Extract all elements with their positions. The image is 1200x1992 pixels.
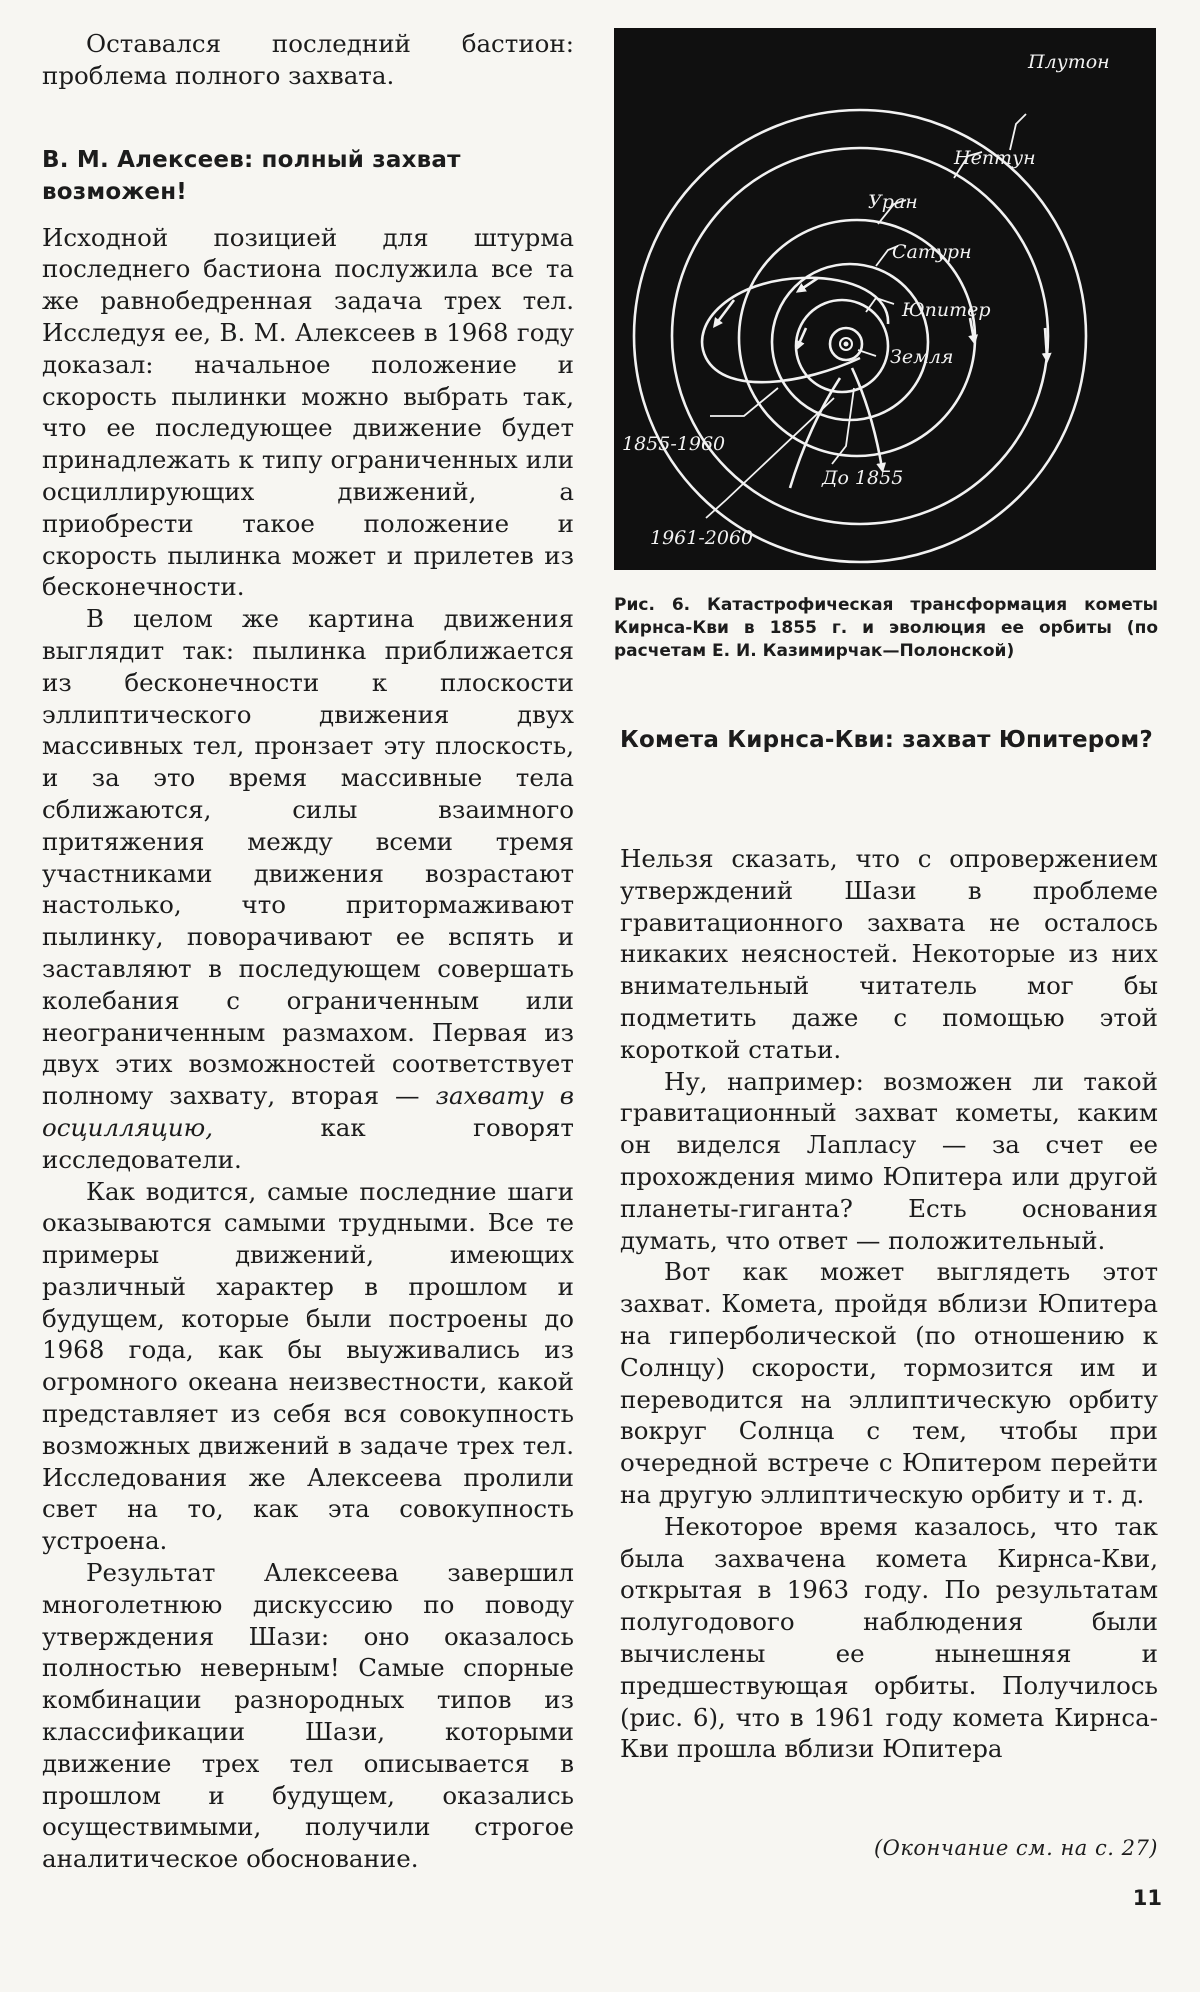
period-1855-1960-leader — [710, 388, 778, 416]
label-neptune: Нептун — [954, 147, 1036, 169]
section-heading-comet: Комета Кирнса-Кви: захват Юпитером? — [620, 727, 1153, 753]
intro-paragraph: Оставался последний бастион: проблема полного захвата. — [42, 29, 574, 90]
label-pluto: Плутон — [1028, 51, 1110, 73]
before-1855-leader — [832, 388, 854, 464]
left-column — [42, 28, 574, 1875]
pluto-leader — [1010, 114, 1026, 150]
label-saturn: Сатурн — [892, 241, 972, 263]
label-1855-1960: 1855-1960 — [622, 433, 726, 455]
page-number: 11 — [1132, 1886, 1162, 1910]
right-heading-wrap — [620, 724, 1158, 756]
label-before-1855: До 1855 — [822, 467, 904, 489]
orbit-figure — [614, 28, 1156, 570]
paragraph-1: Исходной позицией для штурма последнего бастиона послужила все та же равнобедренная задача трех тел. Исследуя ее, В. М. Алексеев в 1968 году доказал: начальное положение и скорость пылинки можно выбрать так, что ее последующее движение будет принадлежать к типу ограниченных или осциллирующих движений, а приобрести такое положение и скорость пылинка может и прилетев из бесконечности. — [42, 222, 574, 602]
paragraph-2 — [42, 603, 574, 1175]
orbit-diagram — [614, 28, 1156, 570]
paragraph-2-emphasis: захвату в осцилляцию, — [42, 1081, 574, 1142]
right-paragraph-3: Вот как может выглядеть этот захват. Комета, пройдя вблизи Юпитера на гиперболической (по отношению к Солнцу) скорости, тормозится им и переводится на эллиптическую орбиту вокруг Солнца с тем, чтобы при очередной встрече с Юпитером перейти на другую эллиптическую орбиту и т. д. — [620, 1257, 1158, 1509]
label-jupiter: Юпитер — [902, 299, 991, 321]
label-1961-2060: 1961-2060 — [650, 527, 754, 549]
right-paragraph-2: Ну, например: возможен ли такой гравитационный захват кометы, каким он виделся Лапласу — за счет ее прохождения мимо Юпитера или другой планеты-гиганта? Есть основания думать, что ответ — положительный. — [620, 1066, 1158, 1255]
paragraph-2-text: В целом же картина движения выглядит так: пылинка приближается из бесконечности к плоскости эллиптического движения двух массивных тел, пронзает эту плоскость, и за это время массивные тела сближаются, силы взаимного притяжения между всеми тремя участниками движения возрастают настолько, что притормаживают пылинку, поворачивают ее вспять и заставляют в последующем совершать колебания с ограниченным или неограниченным размахом. Первая из двух этих возможностей соответствует полному захвату, вторая — — [42, 604, 574, 1111]
section-heading-alekseev: В. М. Алексеев: полный захват возможен! — [42, 146, 461, 205]
label-uranus: Уран — [868, 191, 918, 213]
paragraph-2-end: как говорят исследователи. — [42, 1112, 574, 1174]
right-paragraph-4: Некоторое время казалось, что так была захвачена комета Кирнса-Кви, открытая в 1963 году. По результатам полугодового наблюдения были вычислены ее нынешняя и предшествующая орбиты. Получилось (рис. 6), что в 1961 году комета Кирнса-Кви прошла вблизи Юпитера — [620, 1511, 1158, 1764]
right-column — [620, 843, 1158, 1765]
continuation-note: (Окончание см. на с. 27) — [873, 1836, 1158, 1860]
label-earth: Земля — [890, 346, 954, 368]
figure-caption: Рис. 6. Катастрофическая трансформация кометы Кирнса-Кви в 1855 г. и эволюция ее орбиты (по расчетам Е. И. Казимирчак—Полонской) — [614, 595, 1158, 661]
paragraph-4: Результат Алексеева завершил многолетнюю дискуссию по поводу утверждения Шази: оно оказалось полностью неверным! Самые спорные комбинации разнородных типов из классификации Шази, которыми движение трех тел описывается в прошлом и будущем, оказались осуществимыми, получили строгое аналитическое обоснование. — [42, 1558, 574, 1874]
right-paragraph-1: Нельзя сказать, что с опровержением утверждений Шази в проблеме гравитационного захвата не осталось никаких неясностей. Некоторые из них внимательный читатель мог бы подметить даже с помощью этой короткой статьи. — [620, 844, 1158, 1064]
sun-center — [844, 342, 849, 347]
comet-orbit-1855-1960 — [702, 278, 888, 382]
paragraph-3: Как водится, самые последние шаги оказываются самыми трудными. Все те примеры движений, имеющих различный характер в прошлом и будущем, которые были построены до 1968 года, как бы выуживались из огромного океана неизвестности, какой представляет из себя вся совокупность возможных движений в задаче трех тел. Исследования же Алексеева пролили свет на то, как эта совокупность устроена. — [42, 1176, 574, 1556]
